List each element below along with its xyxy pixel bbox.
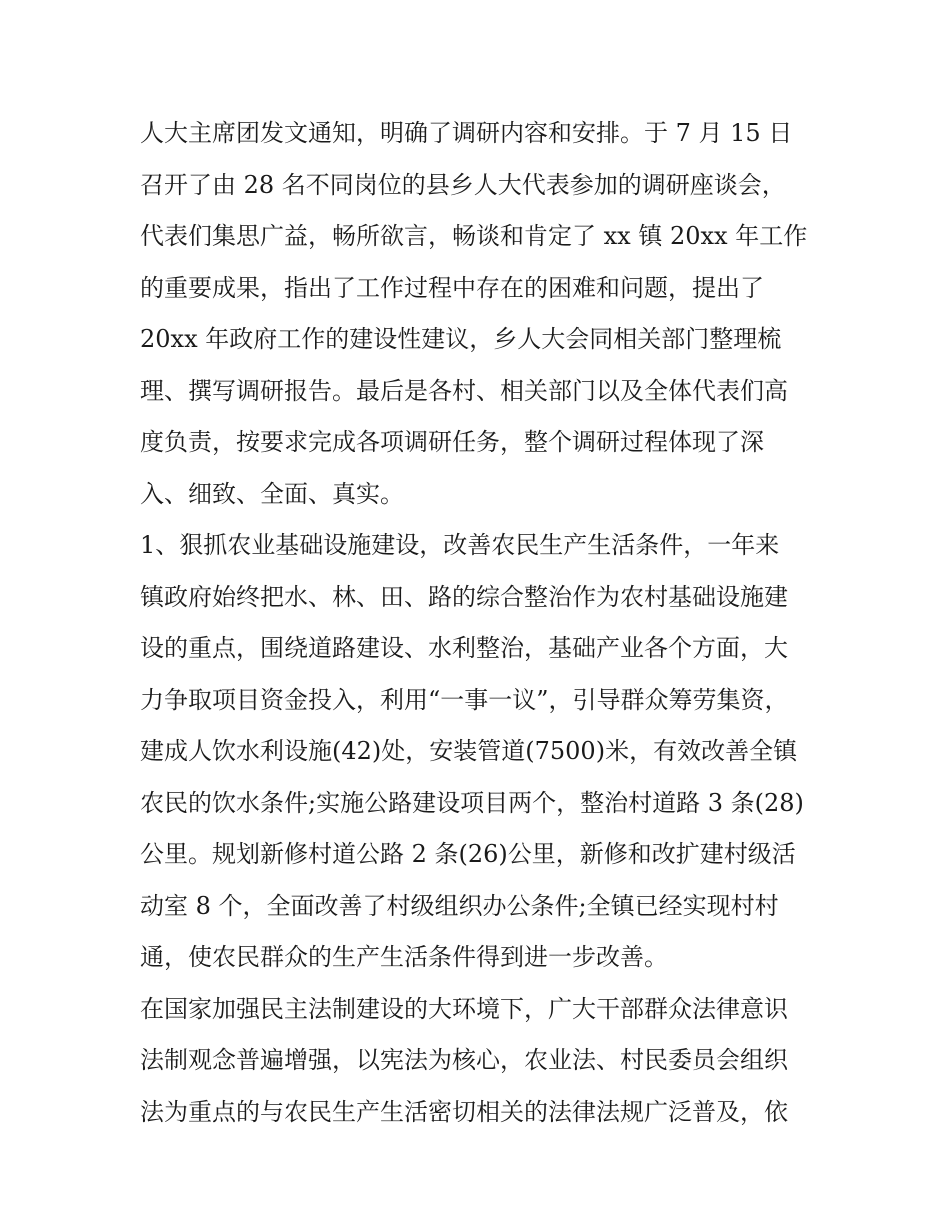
text-line: 人大主席团发文通知，明确了调研内容和安排。于 7 月 15 日 bbox=[140, 119, 793, 147]
text-line: 代表们集思广益，畅所欲言，畅谈和肯定了 xx 镇 20xx 年工作 bbox=[140, 222, 808, 250]
text-line: 动室 8 个，全面改善了村级组织办公条件;全镇已经实现村村 bbox=[140, 891, 779, 920]
text-line: 镇政府始终把水、林、田、路的综合整治作为农村基础设施建 bbox=[140, 582, 788, 611]
text-line: 设的重点，围绕道路建设、水利整治，基础产业各个方面，大 bbox=[140, 634, 788, 662]
text-line: 通，使农民群众的生产生活条件得到进一步改善。 bbox=[140, 943, 668, 971]
text-line: 建成人饮水利设施(42)处，安装管道(7500)米，有效改善全镇 bbox=[140, 737, 798, 765]
text-line: 力争取项目资金投入，利用“一事一议”，引导群众筹劳集资， bbox=[140, 685, 789, 714]
text-line: 20xx 年政府工作的建设性建议，乡人大会同相关部门整理梳 bbox=[140, 325, 782, 353]
text-line: 入、细致、全面、真实。 bbox=[140, 479, 404, 508]
text-line: 的重要成果，指出了工作过程中存在的困难和问题，提出了 bbox=[140, 273, 764, 302]
body-text bbox=[140, 108, 830, 1138]
text-line: 度负责，按要求完成各项调研任务，整个调研过程体现了深 bbox=[140, 428, 764, 456]
text-line: 公里。规划新修村道公路 2 条(26)公里，新修和改扩建村级活 bbox=[140, 840, 796, 868]
text-line: 法为重点的与农民生产生活密切相关的法律法规广泛普及，依 bbox=[140, 1097, 788, 1126]
text-line: 法制观念普遍增强，以宪法为核心，农业法、村民委员会组织 bbox=[140, 1046, 788, 1074]
text-line: 在国家加强民主法制建设的大环境下，广大干部群众法律意识 bbox=[140, 994, 788, 1023]
text-line: 1、狠抓农业基础设施建设，改善农民生产生活条件，一年来 bbox=[140, 531, 780, 559]
text-line: 理、撰写调研报告。最后是各村、相关部门以及全体代表们高 bbox=[140, 376, 788, 405]
text-line: 农民的饮水条件;实施公路建设项目两个，整治村道路 3 条(28) bbox=[140, 788, 804, 817]
text-line: 召开了由 28 名不同岗位的县乡人大代表参加的调研座谈会， bbox=[140, 170, 786, 199]
